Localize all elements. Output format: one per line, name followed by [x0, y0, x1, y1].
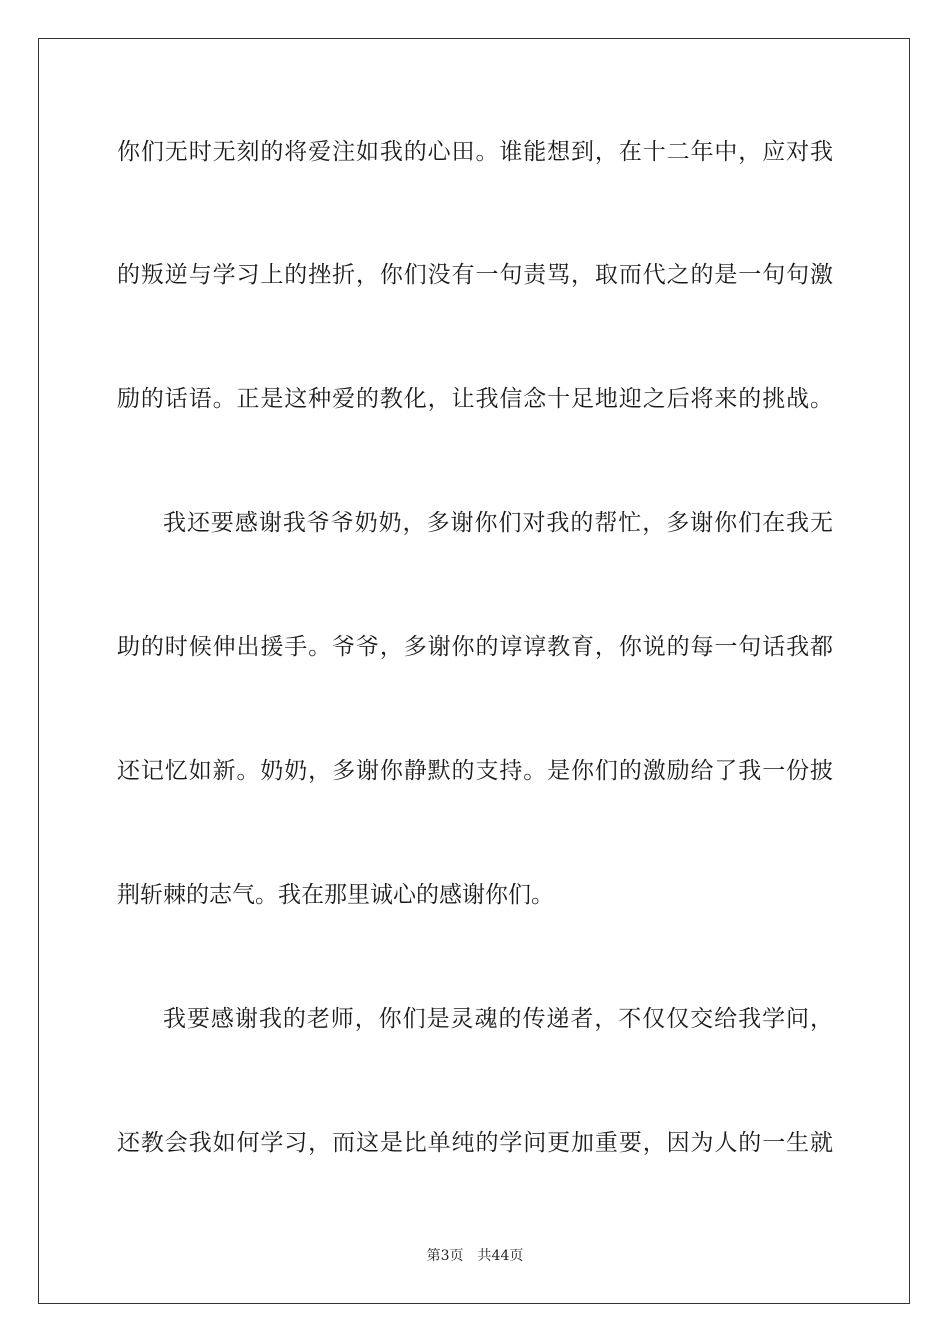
- text-line-2: 的叛逆与学习上的挫折，你们没有一句责骂，取而代之的是一句句激: [117, 262, 833, 288]
- text-line-3: 励的话语。正是这种爱的教化，让我信念十足地迎之后将来的挑战。: [117, 386, 833, 412]
- page-number: 第3页: [426, 1248, 464, 1264]
- page-total: 共44页: [477, 1248, 524, 1264]
- text-line-5: 助的时候伸出援手。爷爷，多谢你的谆谆教育，你说的每一句话我都: [117, 634, 833, 660]
- text-line-6: 还记忆如新。奶奶，多谢你静默的支持。是你们的激励给了我一份披: [117, 758, 833, 784]
- text-line-1: 你们无时无刻的将爱注如我的心田。谁能想到，在十二年中，应对我: [117, 139, 833, 165]
- text-line-4: 我还要感谢我爷爷奶奶，多谢你们对我的帮忙，多谢你们在我无: [163, 510, 833, 536]
- page-footer: [0, 1246, 950, 1266]
- text-line-8: 我要感谢我的老师，你们是灵魂的传递者，不仅仅交给我学问，: [163, 1006, 833, 1032]
- text-line-7: 荆斩棘的志气。我在那里诚心的感谢你们。: [117, 882, 554, 908]
- text-line-9: 还教会我如何学习，而这是比单纯的学问更加重要，因为人的一生就: [117, 1130, 833, 1156]
- page-border: [38, 38, 910, 1304]
